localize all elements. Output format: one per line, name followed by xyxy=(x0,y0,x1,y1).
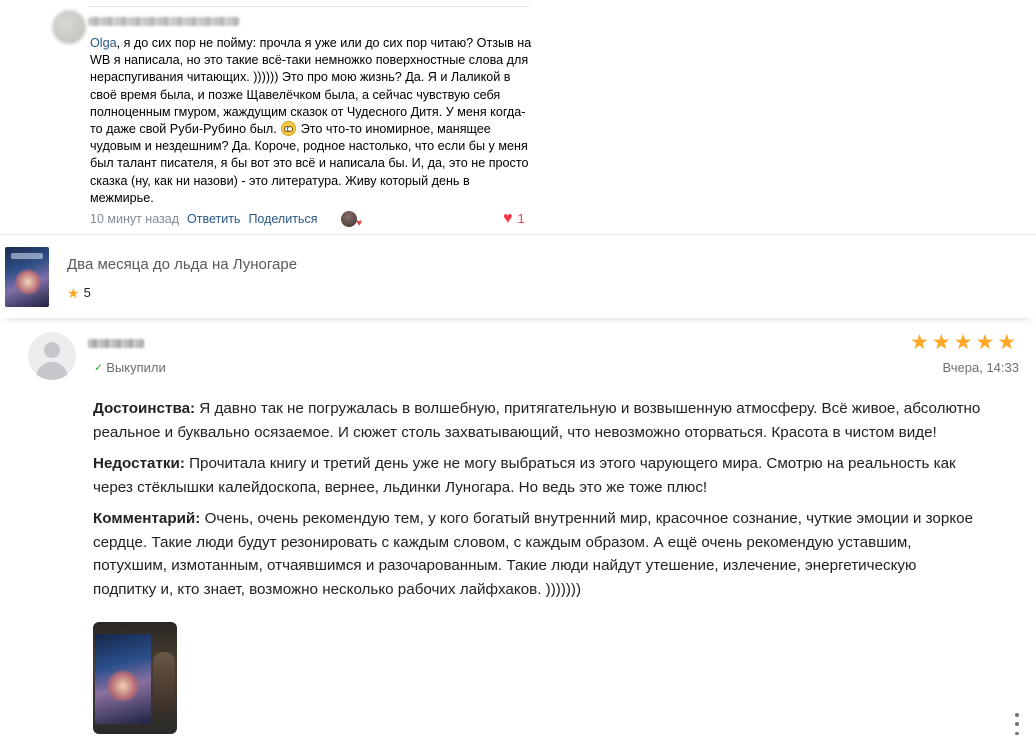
review-date: Вчера, 14:33 xyxy=(942,360,1019,375)
mention-link[interactable]: Olga xyxy=(90,36,117,50)
product-card[interactable] xyxy=(0,234,1036,318)
commenter-name-blurred[interactable] xyxy=(88,17,240,26)
star-icon: ★ xyxy=(997,331,1017,354)
heart-icon: ♥ xyxy=(503,209,513,227)
liker-avatar[interactable] xyxy=(341,211,362,229)
reviewer-name-blurred xyxy=(88,339,144,348)
comment-text: Очень, очень рекомендую тем, у кого богатый внутренний мир, красочное сознание, чуткие эмоции и зоркое сердце. Такие люди будут резонировать с каждым словом, с каждым образом. А ещё очень рекомендую уставшим, потухшим, измотанным, отчаявшимся и разочарованным. Такие люди найдут утешение, излечение, энергетическую подпитку и, кто знает, возможно несколько рабочих лайфхаков. ))))))) xyxy=(93,510,974,598)
commenter-avatar[interactable] xyxy=(52,10,86,44)
review-photo[interactable] xyxy=(93,622,177,734)
more-options-icon[interactable] xyxy=(1010,713,1024,735)
comment-text-part-1: , я до сих пор не пойму: прочла я уже или до сих пор читаю? Отзыв на WB я написала, но это такие всё-таки немножко поверхностные слова для нераспугивания читающих. )))))) Это про мою жизнь? Да. Я и Лаликой в своё время была, и позже Щавелёчком была, а сейчас чувствую себя полноценным гмуром, жаждущим сказок от Чудесного Дитя. У меня когда-то даже свой Руби-Рубино был. xyxy=(90,36,532,137)
divider xyxy=(88,6,530,7)
comment-time: 10 минут назад xyxy=(90,212,179,226)
flushed-face-emoji-icon xyxy=(281,121,296,136)
reply-button[interactable]: Ответить xyxy=(187,212,241,226)
review-pros xyxy=(93,397,983,444)
like-button[interactable] xyxy=(503,211,525,226)
book-cover-image[interactable] xyxy=(5,247,49,307)
comment-text-part-2: Это что-то иномирное, манящее чудовым и нездешним? Да. Короче, родное настолько, что если бы у меня был талант писателя, я бы вот это всё и написала бы. И, да, это не просто сказка (ну, как ни назови) - это литература. Живу который день в межмирье. xyxy=(90,122,529,205)
star-icon: ★ xyxy=(931,331,951,354)
star-icon: ★ xyxy=(975,331,995,354)
pros-text: Я давно так не погружалась в волшебную, притягательную и возвышенную атмосферу. Всё живое, абсолютно реальное и буквально осязаемое. И сюжет столь захватывающий, что невозможно оторваться. Красота в чистом виде! xyxy=(93,400,981,441)
review-comment xyxy=(93,507,983,601)
check-icon: ✓ xyxy=(94,362,104,374)
product-title[interactable]: Два месяца до льда на Луногаре xyxy=(67,256,298,273)
rating-value: 5 xyxy=(83,285,91,300)
comment-meta xyxy=(90,212,317,226)
like-count: 1 xyxy=(517,211,525,226)
product-rating xyxy=(67,285,91,300)
review-body xyxy=(93,397,983,609)
star-icon: ★ xyxy=(910,331,929,354)
star-icon: ★ xyxy=(67,284,80,301)
pros-label: Достоинства: xyxy=(93,400,196,417)
review-stars xyxy=(910,332,1016,353)
review-card xyxy=(0,318,1036,741)
comment-label: Комментарий: xyxy=(93,510,201,527)
vk-comment xyxy=(0,0,1036,234)
reviewer-avatar xyxy=(28,332,76,380)
star-icon: ★ xyxy=(953,331,973,354)
comment-text xyxy=(90,35,535,207)
cons-label: Недостатки: xyxy=(93,455,185,472)
review-cons xyxy=(93,452,983,499)
bought-badge xyxy=(94,360,166,375)
bought-label: Выкупили xyxy=(106,360,166,375)
share-button[interactable]: Поделиться xyxy=(248,212,318,226)
cons-text: Прочитала книгу и третий день уже не могу выбраться из этого чарующего мира. Смотрю на реальность как через стёклышки калейдоскопа, вернее, льдинки Луногара. Но ведь это же тоже плюс! xyxy=(93,455,956,496)
mini-heart-icon: ♥ xyxy=(356,218,362,229)
